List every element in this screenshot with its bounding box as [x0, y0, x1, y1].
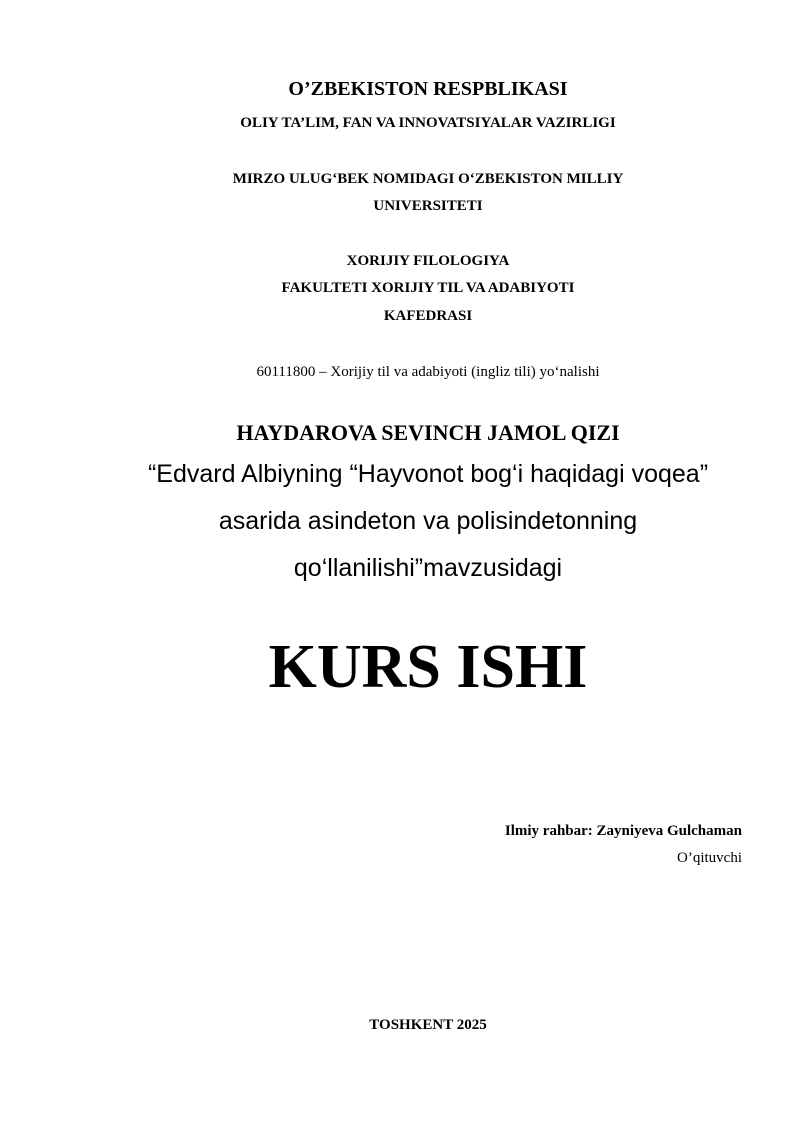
- topic-line1: “Edvard Albiyning “Hayvonot bog‘i haqidagi voqea”: [147, 460, 709, 488]
- faculty-line2: FAKULTETI XORIJIY TIL VA ADABIYOTI: [281, 280, 575, 296]
- topic-line2: asarida asindeton va polisindetonning: [218, 507, 638, 535]
- author-name: HAYDAROVA SEVINCH JAMOL QIZI: [236, 420, 620, 445]
- document-type-title: KURS ISHI: [268, 633, 588, 701]
- university-name-line2: UNIVERSITETI: [373, 198, 483, 214]
- supervisor-position: O’qituvchi: [677, 850, 742, 866]
- country-heading: O’ZBEKISTON RESPBLIKASI: [288, 78, 568, 100]
- city-year: TOSHKENT 2025: [369, 1017, 487, 1033]
- faculty-line3: KAFEDRASI: [383, 308, 473, 324]
- university-name-line1: MIRZO ULUG‘BEK NOMIDAGI O‘ZBEKISTON MILLIY: [232, 171, 624, 187]
- faculty-line1: XORIJIY FILOLOGIYA: [346, 253, 510, 269]
- supervisor-label: Ilmiy rahbar: Zayniyeva Gulchaman: [504, 823, 742, 839]
- ministry-heading: OLIY TA’LIM, FAN VA INNOVATSIYALAR VAZIRLIGI: [240, 115, 616, 131]
- specialty-line: 60111800 – Xorijiy til va adabiyoti (ingliz tili) yo‘nalishi: [256, 364, 600, 380]
- topic-line3: qo‘llanilishi”mavzusidagi: [293, 554, 563, 582]
